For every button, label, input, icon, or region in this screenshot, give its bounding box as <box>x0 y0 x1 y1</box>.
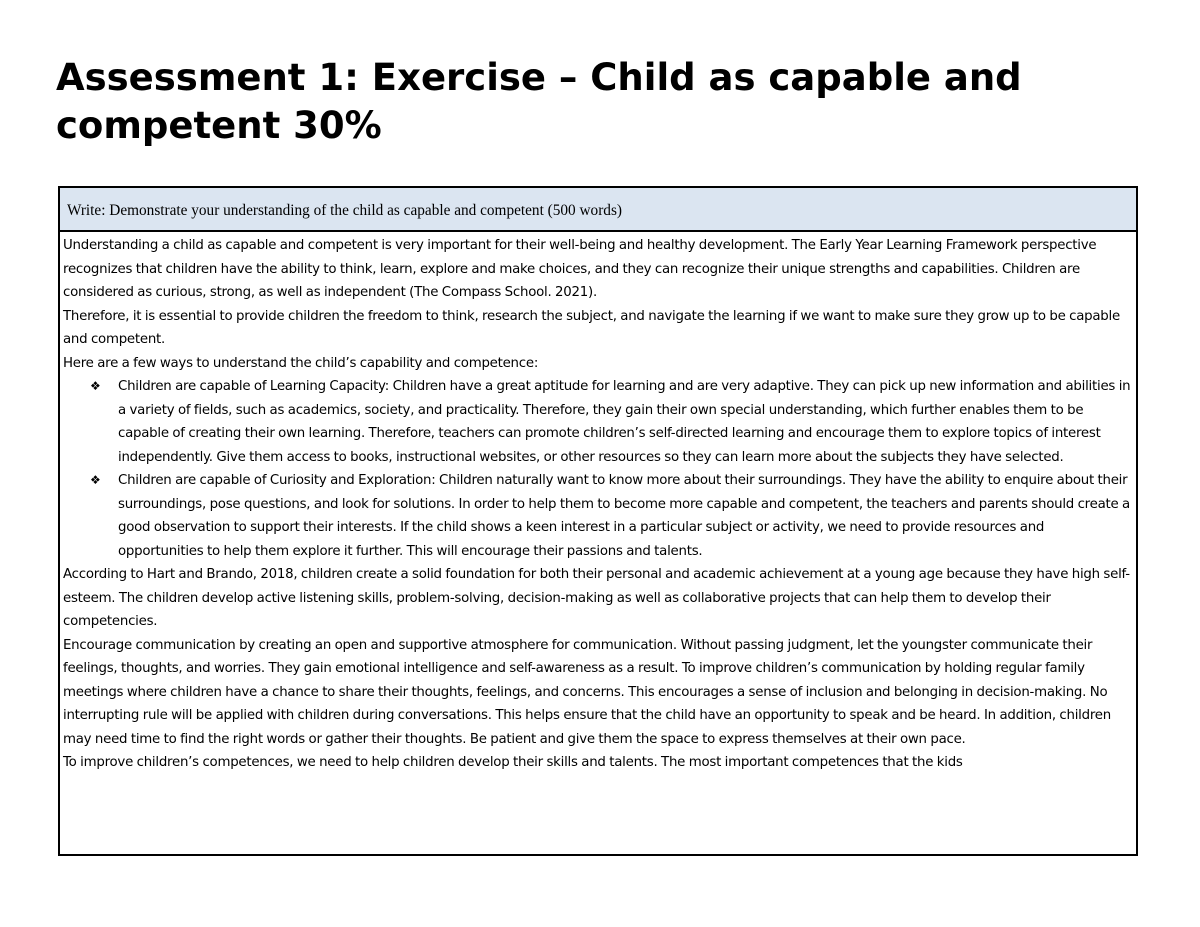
bullet-text-curiosity: Children are capable of Curiosity and Exploration: Children naturally want to know more about their surroundings. They have the ability to enquire about their surroundings, pose questions, and look for solutions. In order to help them to become more capable and competent, the teachers and parents should create a good observation to support their interests. If the child shows a keen interest in a particular subject or activity, we need to provide resources and opportunities to help them explore it further. This will encourage their passions and talents. <box>118 473 1130 559</box>
bullet-text-learning-capacity: Children are capable of Learning Capacity: Children have a great aptitude for learning and are very adaptive. They can pick up new information and abilities in a variety of fields, such as academics, society, and practicality. Therefore, they gain their own special understanding, which further enables them to be capable of creating their own learning. Therefore, teachers can promote children’s self-directed learning and encourage them to explore topics of interest independently. Give them access to books, instructional websites, or other resources so they can learn more about the subjects they have selected. <box>118 379 1131 465</box>
paragraph-competences: To improve children’s competences, we need to help children develop their skills and talents. The most important competences that the kids <box>63 755 963 770</box>
list-item <box>63 375 1132 469</box>
page-title: Assessment 1: Exercise – Child as capable and competent 30% <box>56 56 1022 147</box>
paragraph-communication: Encourage communication by creating an open and supportive atmosphere for communication. Without passing judgment, let the youngster communicate their feelings, thoughts, and worries. They gain emotional intelligence and self-awareness as a result. To improve children’s communication by holding regular family meetings where children have a chance to share their thoughts, feelings, and concerns. This encourages a sense of inclusion and belonging in decision-making. No interrupting rule will be applied with children during conversations. This helps ensure that the child have an opportunity to speak and be heard. In addition, children may need time to find the right words or gather their thoughts. Be patient and give them the space to express themselves at their own pace. <box>63 637 1111 747</box>
diamond-bullet-icon: ❖ <box>90 379 101 393</box>
table-header-prompt: Write: Demonstrate your understanding of the child as capable and competent (500 words) <box>60 188 1136 232</box>
paragraph-hart-brando: According to Hart and Brando, 2018, children create a solid foundation for both their personal and academic achievement at a young age because they have high self-esteem. The children develop active listening skills, problem-solving, decision-making as well as collaborative projects that can help them to develop their competencies. <box>63 567 1130 629</box>
diamond-bullet-icon: ❖ <box>90 473 101 487</box>
answer-table <box>58 186 1138 856</box>
paragraph-intro: Understanding a child as capable and competent is very important for their well-being and healthy development. The Early Year Learning Framework perspective recognizes that children have the ability to think, learn, explore and make choices, and they can recognize their unique strengths and capabilities. Children are considered as curious, strong, as well as independent (The Compass School. 2021). <box>63 238 1097 300</box>
list-item <box>63 469 1132 563</box>
capability-bullet-list <box>63 375 1132 563</box>
paragraph-freedom: Therefore, it is essential to provide children the freedom to think, research the subject, and navigate the learning if we want to make sure they grow up to be capable and competent. <box>63 308 1120 347</box>
paragraph-ways-intro: Here are a few ways to understand the child’s capability and competence: <box>63 355 539 371</box>
table-body-answer <box>60 232 1136 775</box>
